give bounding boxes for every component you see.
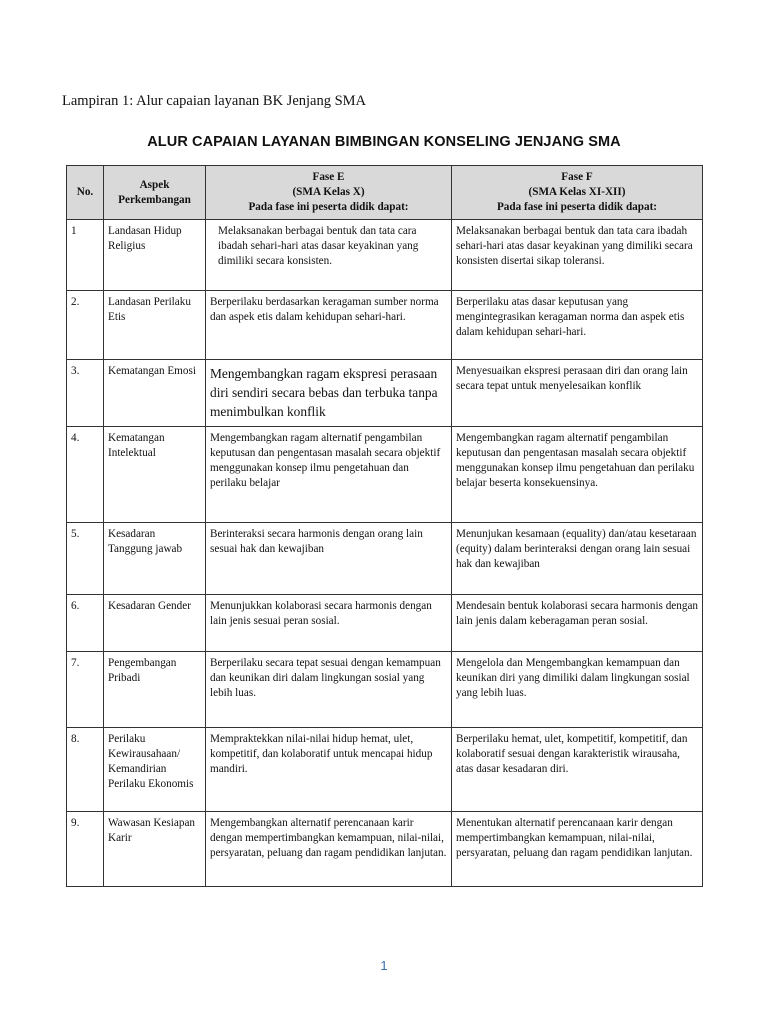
row-fase-e: Menunjukkan kolaborasi secara harmonis dengan lain jenis sesuai peran sosial. xyxy=(206,595,452,652)
table-row xyxy=(67,427,703,523)
table-row xyxy=(67,220,703,291)
table-row xyxy=(67,595,703,652)
row-aspek: Perilaku Kewirausahaan/ Kemandirian Perilaku Ekonomis xyxy=(104,728,206,812)
achievement-table xyxy=(66,165,703,887)
page-number: 1 xyxy=(380,958,388,973)
header-fase-e-line: Pada fase ini peserta didik dapat: xyxy=(248,201,409,213)
header-fase-f-line: Fase F xyxy=(561,171,593,183)
row-aspek: Wawasan Kesiapan Karir xyxy=(104,812,206,887)
row-aspek: Kematangan Emosi xyxy=(104,360,206,427)
row-aspek: Kematangan Intelektual xyxy=(104,427,206,523)
document-title: ALUR CAPAIAN LAYANAN BIMBINGAN KONSELING JENJANG SMA xyxy=(147,134,621,150)
table-header-row xyxy=(67,166,703,220)
table-row xyxy=(67,652,703,728)
table-row xyxy=(67,812,703,887)
row-aspek: Kesadaran Gender xyxy=(104,595,206,652)
row-fase-e: Mengembangkan ragam ekspresi perasaan diri sendiri secara bebas dan terbuka tanpa menimbulkan konflik xyxy=(206,360,452,427)
table-row xyxy=(67,728,703,812)
row-number: 4. xyxy=(67,427,104,523)
row-aspek: Pengembangan Pribadi xyxy=(104,652,206,728)
header-no: No. xyxy=(67,166,104,220)
row-aspek: Landasan Hidup Religius xyxy=(104,220,206,291)
row-fase-f: Berperilaku hemat, ulet, kompetitif, kompetitif, dan kolaboratif sesuai dengan karakteristik wirausaha, atas dasar kesadaran diri. xyxy=(452,728,703,812)
row-fase-f: Menentukan alternatif perencanaan karir dengan mempertimbangkan kemampuan, nilai-nilai, persyaratan, peluang dan ragam pendidikan lanjutan. xyxy=(452,812,703,887)
row-fase-f: Menyesuaikan ekspresi perasaan diri dan orang lain secara tepat untuk menyelesaikan konflik xyxy=(452,360,703,427)
row-fase-e: Berinteraksi secara harmonis dengan orang lain sesuai hak dan kewajiban xyxy=(206,523,452,595)
row-fase-e: Mengembangkan alternatif perencanaan karir dengan mempertimbangkan kemampuan, nilai-nilai, persyaratan, peluang dan ragam pendidikan lanjutan. xyxy=(206,812,452,887)
row-fase-e: Melaksanakan berbagai bentuk dan tata cara ibadah sehari-hari atas dasar keyakinan yang dimiliki secara konsisten. xyxy=(206,220,452,291)
header-fase-f xyxy=(452,166,703,220)
row-fase-f: Mendesain bentuk kolaborasi secara harmonis dengan lain jenis dalam keberagaman peran sosial. xyxy=(452,595,703,652)
header-fase-f-line: (SMA Kelas XI-XII) xyxy=(528,186,626,198)
header-fase-e xyxy=(206,166,452,220)
row-fase-e: Mempraktekkan nilai-nilai hidup hemat, ulet, kompetitif, dan kolaboratif untuk mencapai hidup mandiri. xyxy=(206,728,452,812)
header-fase-e-line: (SMA Kelas X) xyxy=(292,186,365,198)
row-aspek: Landasan Perilaku Etis xyxy=(104,291,206,360)
row-fase-f: Menunjukan kesamaan (equality) dan/atau kesetaraan (equity) dalam berinteraksi dengan orang lain sesuai hak dan kewajiban xyxy=(452,523,703,595)
row-number: 9. xyxy=(67,812,104,887)
row-fase-f: Berperilaku atas dasar keputusan yang mengintegrasikan keragaman norma dan aspek etis dalam kehidupan sehari-hari. xyxy=(452,291,703,360)
row-number: 7. xyxy=(67,652,104,728)
row-aspek: Kesadaran Tanggung jawab xyxy=(104,523,206,595)
row-number: 6. xyxy=(67,595,104,652)
header-fase-e-line: Fase E xyxy=(312,171,345,183)
row-number: 8. xyxy=(67,728,104,812)
header-aspek: Aspek Perkembangan xyxy=(104,166,206,220)
row-fase-e: Mengembangkan ragam alternatif pengambilan keputusan dan pengentasan masalah secara objektif menggunakan konsep ilmu pengetahuan dan perilaku belajar xyxy=(206,427,452,523)
row-fase-e: Berperilaku secara tepat sesuai dengan kemampuan dan keunikan diri dalam lingkungan sosial yang lebih luas. xyxy=(206,652,452,728)
table-row xyxy=(67,523,703,595)
row-number: 3. xyxy=(67,360,104,427)
row-number: 1 xyxy=(67,220,104,291)
header-fase-f-line: Pada fase ini peserta didik dapat: xyxy=(496,201,658,213)
table-row xyxy=(67,291,703,360)
row-fase-f: Melaksanakan berbagai bentuk dan tata cara ibadah sehari-hari atas dasar keyakinan yang dimiliki secara konsisten disertai sikap toleransi. xyxy=(452,220,703,291)
row-number: 5. xyxy=(67,523,104,595)
row-number: 2. xyxy=(67,291,104,360)
row-fase-f: Mengelola dan Mengembangkan kemampuan dan keunikan diri yang dimiliki dalam lingkungan sosial yang lebih luas. xyxy=(452,652,703,728)
row-fase-f: Mengembangkan ragam alternatif pengambilan keputusan dan pengentasan masalah secara objektif menggunakan konsep ilmu pengetahuan dan perilaku belajar beserta konsekuensinya. xyxy=(452,427,703,523)
row-fase-e: Berperilaku berdasarkan keragaman sumber norma dan aspek etis dalam kehidupan sehari-hari. xyxy=(206,291,452,360)
table-row xyxy=(67,360,703,427)
appendix-caption: Lampiran 1: Alur capaian layanan BK Jenjang SMA xyxy=(62,93,367,109)
